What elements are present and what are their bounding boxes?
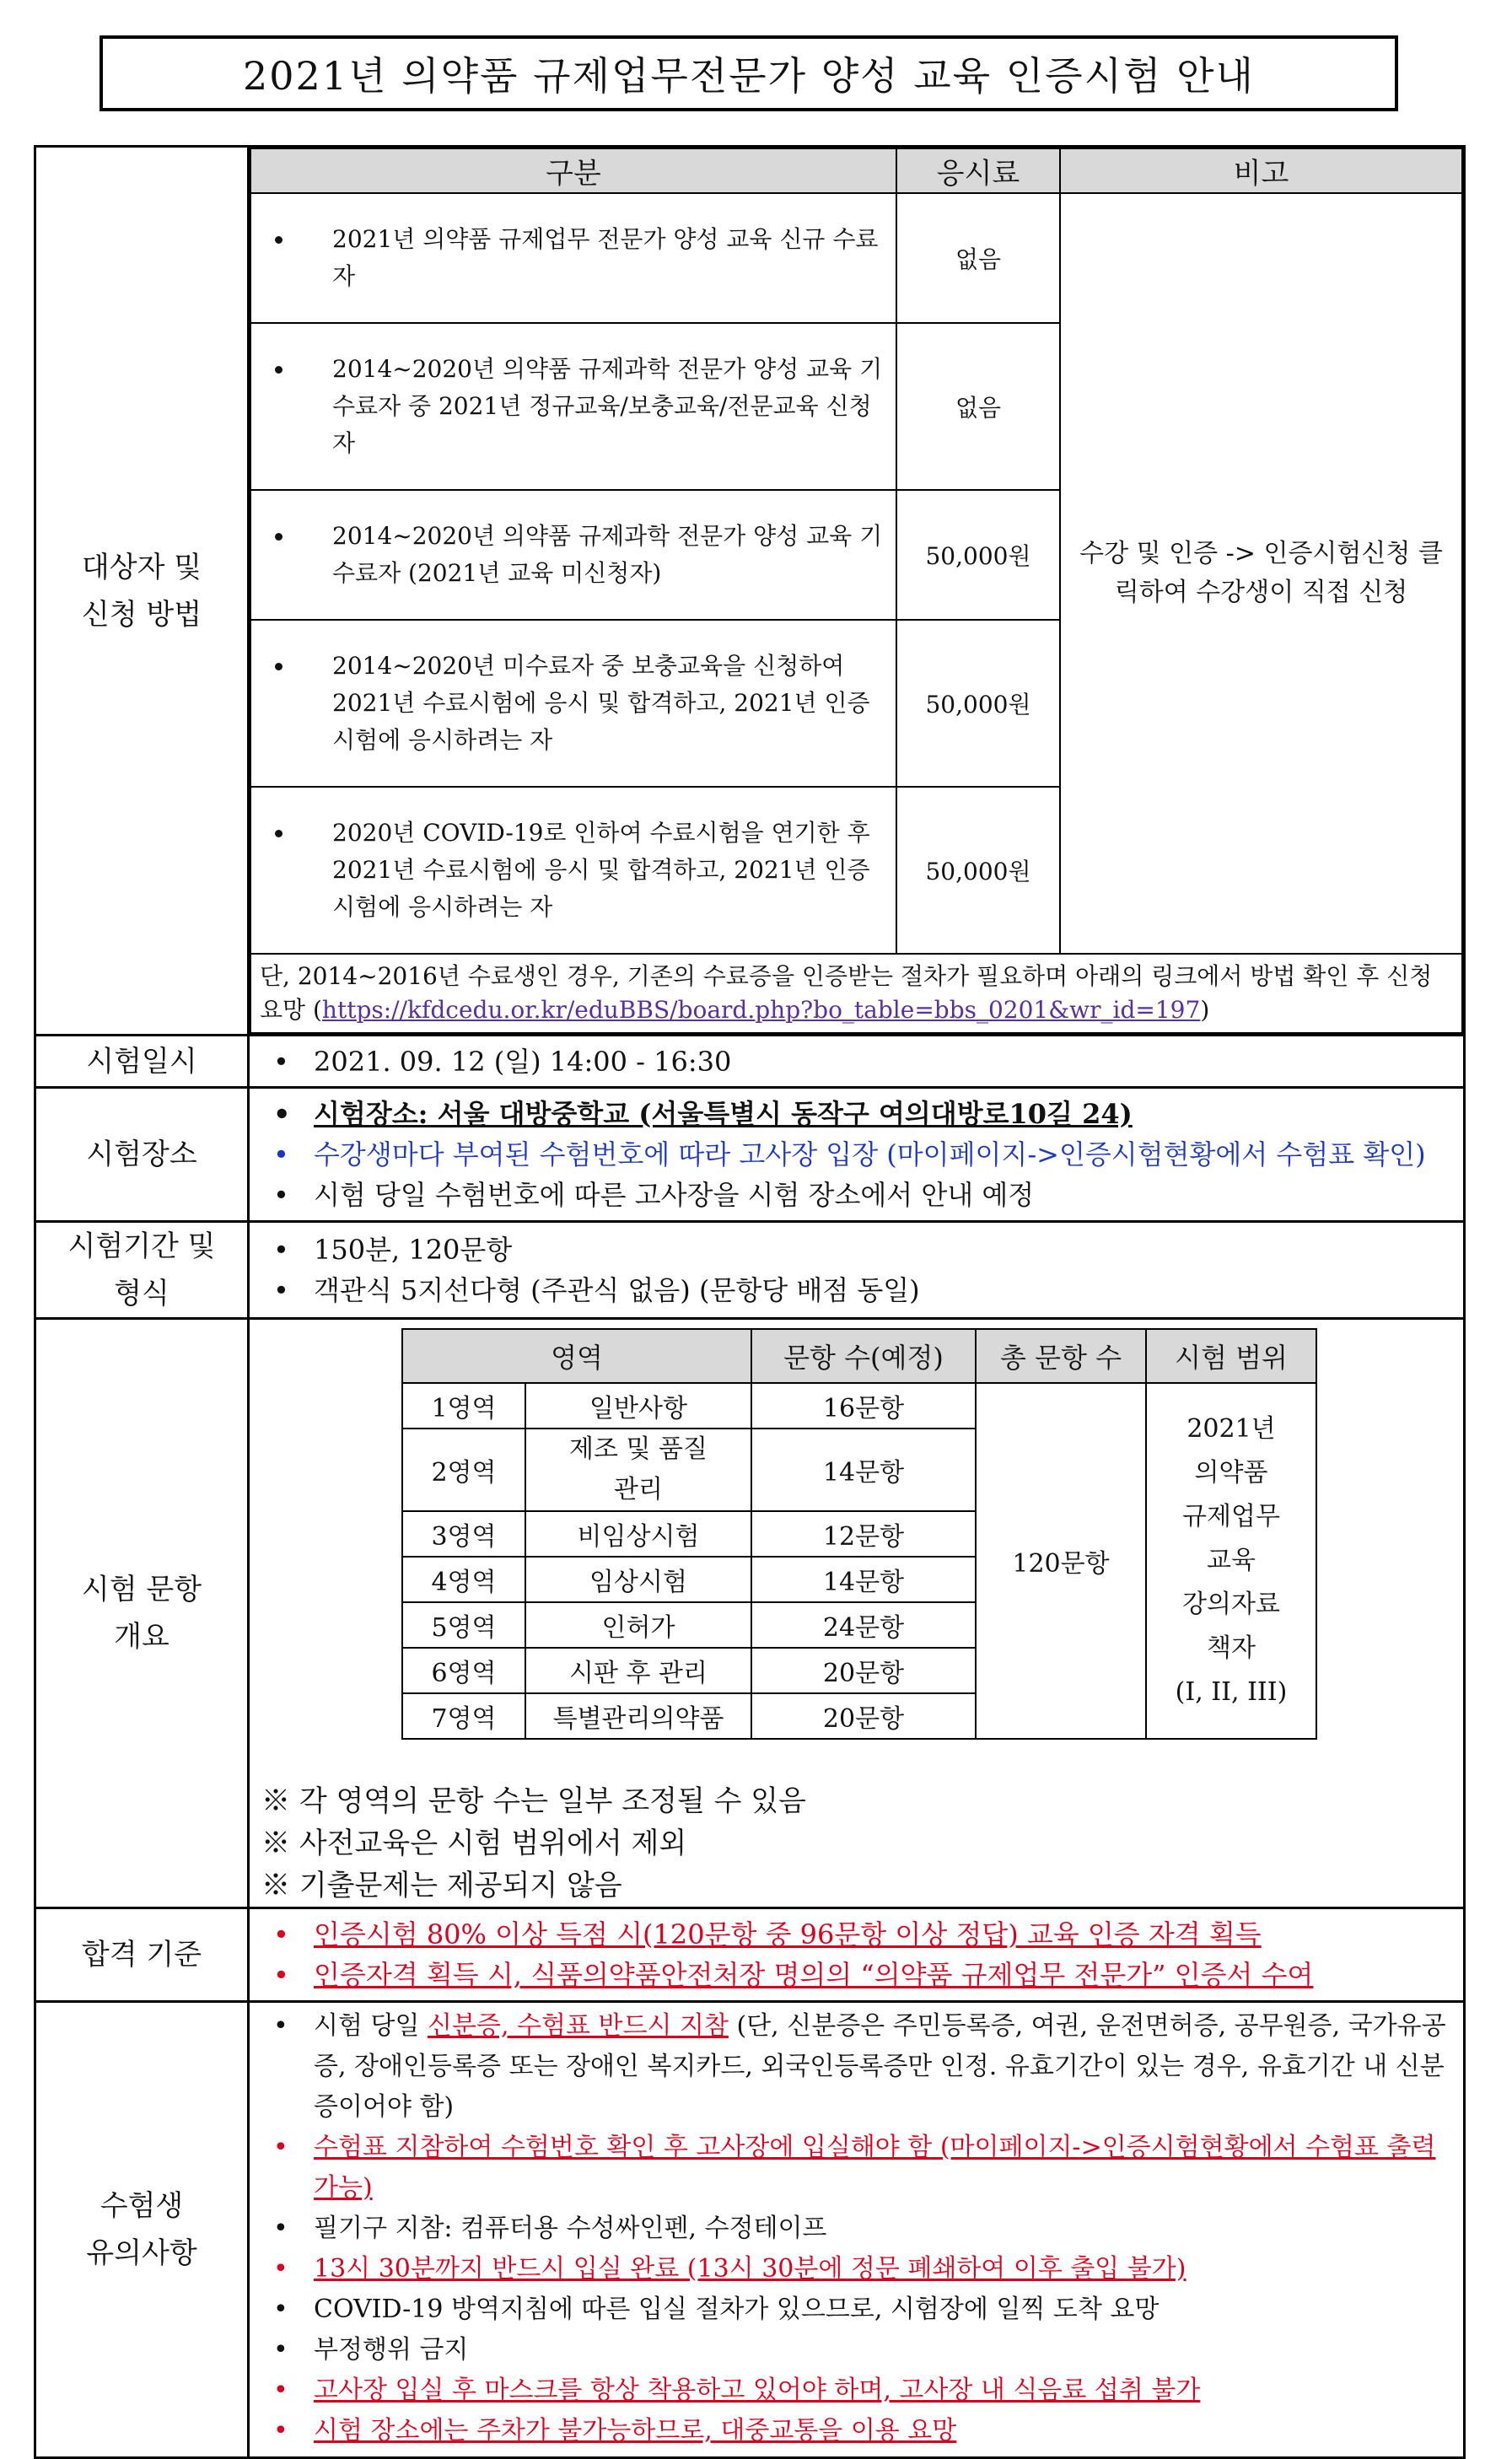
area-name: 인허가 <box>525 1602 751 1648</box>
area-count: 24문항 <box>751 1602 976 1648</box>
area-count: 20문항 <box>751 1693 976 1739</box>
area-count: 20문항 <box>751 1648 976 1693</box>
eligibility-row: • 2021년 의약품 규제업무 전문가 양성 교육 신규 수료자 <box>250 193 896 323</box>
fee-value: 없음 <box>896 323 1060 490</box>
area-no: 5영역 <box>402 1602 525 1648</box>
area-name: 임상시험 <box>525 1557 751 1602</box>
format-duration: • 150분, 120문항 <box>261 1230 1451 1270</box>
overview-content <box>249 1319 1465 1908</box>
pass-certificate: • 인증자격 획득 시, 식품의약품안전처장 명의의 “의약품 규제업무 전문가” 인증서 수여 <box>261 1955 1451 1995</box>
certificate-link[interactable]: https://kfdcedu.or.kr/eduBBS/board.php?bo_table=bbs_0201&wr_id=197 <box>321 996 1201 1024</box>
eligibility-row: • 2014~2020년 의약품 규제과학 전문가 양성 교육 기수료자 중 2021년 정규교육/보충교육/전문교육 신청자 <box>250 323 896 490</box>
caution-item: • 시험 장소에는 주차가 불가능하므로, 대중교통을 이용 요망 <box>261 2411 1451 2451</box>
notice-table <box>34 145 1466 2459</box>
area-name: 특별관리의약품 <box>525 1693 751 1739</box>
pass-content <box>249 1908 1465 2002</box>
total-count: 120문항 <box>976 1383 1146 1739</box>
location-label: 시험장소 <box>35 1088 249 1222</box>
caution-item: • 13시 30분까지 반드시 입실 완료 (13시 30분에 정문 폐쇄하여 이후 출입 불가) <box>261 2249 1451 2290</box>
area-count: 12문항 <box>751 1511 976 1557</box>
caution-item: • 필기구 지참: 컴퓨터용 수성싸인펜, 수정테이프 <box>261 2209 1451 2249</box>
header-category: 구분 <box>250 148 896 193</box>
pass-label: 합격 기준 <box>35 1908 249 2002</box>
caution-item: • COVID-19 방역지침에 따른 입실 절차가 있으므로, 시험장에 일찍 도착 요망 <box>261 2290 1451 2330</box>
fee-value: 50,000원 <box>896 620 1060 787</box>
area-count: 16문항 <box>751 1383 976 1429</box>
area-count: 14문항 <box>751 1557 976 1602</box>
caution-item: • 시험 당일 신분증, 수험표 반드시 지참 (단, 신분증은 주민등록증, 여권, 운전면허증, 공무원증, 국가유공증, 장애인등록증 또는 장애인 복지카드, 외국인등록증만 인정. 유효기간이 있는 경우, 유효기간 내 신분증이어야 함) <box>261 2006 1451 2128</box>
caution-item: • 고사장 입실 후 마스크를 항상 착용하고 있어야 하며, 고사장 내 식음료 섭취 불가 <box>261 2370 1451 2411</box>
eligibility-row: • 2014~2020년 의약품 규제과학 전문가 양성 교육 기수료자 (2021년 교육 미신청자) <box>250 490 896 620</box>
header-area: 영역 <box>402 1329 751 1383</box>
area-table <box>401 1328 1317 1740</box>
overview-note: ※ 각 영역의 문항 수는 일부 조정될 수 있음 <box>261 1780 1463 1822</box>
header-remark: 비고 <box>1060 148 1462 193</box>
area-no: 1영역 <box>402 1383 525 1429</box>
eligibility-row: • 2014~2020년 미수료자 중 보충교육을 신청하여 2021년 수료시험에 응시 및 합격하고, 2021년 인증시험에 응시하려는 자 <box>250 620 896 787</box>
header-total: 총 문항 수 <box>976 1329 1146 1383</box>
overview-label: 시험 문항 개요 <box>35 1319 249 1908</box>
area-no: 6영역 <box>402 1648 525 1693</box>
eligibility-table <box>250 148 1463 1034</box>
header-count: 문항 수(예정) <box>751 1329 976 1383</box>
fee-value: 없음 <box>896 193 1060 323</box>
area-name: 시판 후 관리 <box>525 1648 751 1693</box>
format-content <box>249 1222 1465 1319</box>
exam-scope: 2021년 의약품 규제업무 교육 강의자료 책자 (I, II, III) <box>1146 1383 1316 1739</box>
area-name: 일반사항 <box>525 1383 751 1429</box>
cautions-content <box>249 2002 1465 2458</box>
caution-item: • 수험표 지참하여 수험번호 확인 후 고사장에 입실해야 함 (마이페이지->인증시험현황에서 수험표 출력 가능) <box>261 2128 1451 2209</box>
eligibility-note: 단, 2014~2016년 수료생인 경우, 기존의 수료증을 인증받는 절차가 필요하며 아래의 링크에서 방법 확인 후 신청 요망 (https://kfdcedu.or.kr/eduBBS/board.php?bo_table=bbs_0201&wr_id=197) <box>250 954 1462 1033</box>
eligibility-content <box>249 147 1465 1036</box>
eligibility-row: • 2020년 COVID-19로 인하여 수료시험을 연기한 후 2021년 수료시험에 응시 및 합격하고, 2021년 인증시험에 응시하려는 자 <box>250 787 896 954</box>
area-no: 4영역 <box>402 1557 525 1602</box>
overview-note: ※ 기출문제는 제공되지 않음 <box>261 1864 1463 1907</box>
pass-criterion: • 인증시험 80% 이상 득점 시(120문항 중 96문항 이상 정답) 교육 인증 자격 획득 <box>261 1914 1451 1955</box>
remark-cell: 수강 및 인증 -> 인증시험신청 클릭하여 수강생이 직접 신청 <box>1060 193 1462 954</box>
date-content <box>249 1036 1465 1088</box>
overview-notes <box>250 1780 1463 1907</box>
area-count: 14문항 <box>751 1429 976 1511</box>
location-guide: • 시험 당일 수험번호에 따른 고사장을 시험 장소에서 안내 예정 <box>261 1175 1451 1215</box>
area-no: 7영역 <box>402 1693 525 1739</box>
format-label: 시험기간 및 형식 <box>35 1222 249 1319</box>
date-label: 시험일시 <box>35 1036 249 1088</box>
fee-value: 50,000원 <box>896 787 1060 954</box>
exam-date: • 2021. 09. 12 (일) 14:00 - 16:30 <box>261 1042 1451 1081</box>
fee-value: 50,000원 <box>896 490 1060 620</box>
header-fee: 응시료 <box>896 148 1060 193</box>
location-content <box>249 1088 1465 1222</box>
cautions-label: 수험생 유의사항 <box>35 2002 249 2458</box>
caution-item: • 부정행위 금지 <box>261 2330 1451 2370</box>
page-title: 2021년 의약품 규제업무전문가 양성 교육 인증시험 안내 <box>100 35 1398 111</box>
area-no: 3영역 <box>402 1511 525 1557</box>
location-entry: • 수강생마다 부여된 수험번호에 따라 고사장 입장 (마이페이지->인증시험현황에서 수험표 확인) <box>261 1134 1451 1175</box>
area-name: 제조 및 품질관리 <box>525 1429 751 1511</box>
area-name: 비임상시험 <box>525 1511 751 1557</box>
header-scope: 시험 범위 <box>1146 1329 1316 1383</box>
location-address: • 시험장소: 서울 대방중학교 (서울특별시 동작구 여의대방로10길 24) <box>261 1094 1451 1134</box>
eligibility-label: 대상자 및 신청 방법 <box>35 147 249 1036</box>
format-type: • 객관식 5지선다형 (주관식 없음) (문항당 배점 동일) <box>261 1270 1451 1310</box>
overview-note: ※ 사전교육은 시험 범위에서 제외 <box>261 1822 1463 1864</box>
area-no: 2영역 <box>402 1429 525 1511</box>
